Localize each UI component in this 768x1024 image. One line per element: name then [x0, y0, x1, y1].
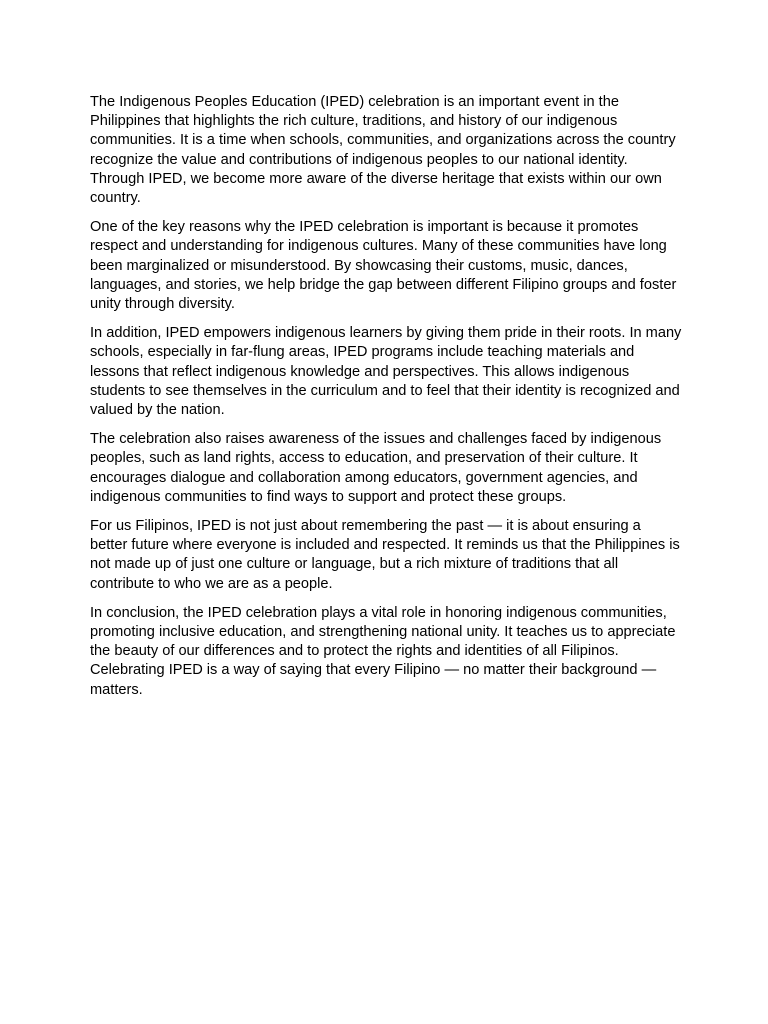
paragraph-empowerment: In addition, IPED empowers indigenous learners by giving them pride in their roots. In many schools, especially in far-flung areas, IPED programs include teaching materials and lessons that reflect indigenous knowledge and perspectives. This allows indigenous students to see themselves in the curriculum and to feel that their identity is recognized and valued by the nation.: [90, 325, 682, 419]
paragraph-awareness: The celebration also raises awareness of the issues and challenges faced by indigenous peoples, such as land rights, access to education, and preservation of their culture. It encourages dialogue and collaboration among educators, government agencies, and indigenous communities to find ways to support and protect these groups.: [90, 431, 662, 505]
document-body: [90, 93, 682, 710]
paragraph-conclusion: In conclusion, the IPED celebration plays a vital role in honoring indigenous communities, promoting inclusive education, and strengthening national unity. It teaches us to appreciate the beauty of our differences and to protect the rights and identities of all Filipinos. Celebrating IPED is a way of saying that every Filipino — no matter their background — matters.: [90, 604, 676, 698]
paragraph-respect: One of the key reasons why the IPED celebration is important is because it promotes respect and understanding for indigenous cultures. Many of these communities have long been marginalized or misunderstood. By showcasing their customs, music, dances, languages, and stories, we help bridge the gap between different Filipino groups and foster unity through diversity.: [90, 219, 677, 313]
paragraph-intro: The Indigenous Peoples Education (IPED) celebration is an important event in the Philippines that highlights the rich culture, traditions, and history of our indigenous communities. It is a time when schools, communities, and organizations across the country recognize the value and contributions of indigenous peoples to our national identity. Through IPED, we become more aware of the diverse heritage that exists within our own country.: [90, 94, 676, 207]
paragraph-filipinos: For us Filipinos, IPED is not just about remembering the past — it is about ensuring a better future where everyone is included and respected. It reminds us that the Philippines is not made up of just one culture or language, but a rich mixture of traditions that all contribute to who we are as a people.: [90, 518, 680, 592]
